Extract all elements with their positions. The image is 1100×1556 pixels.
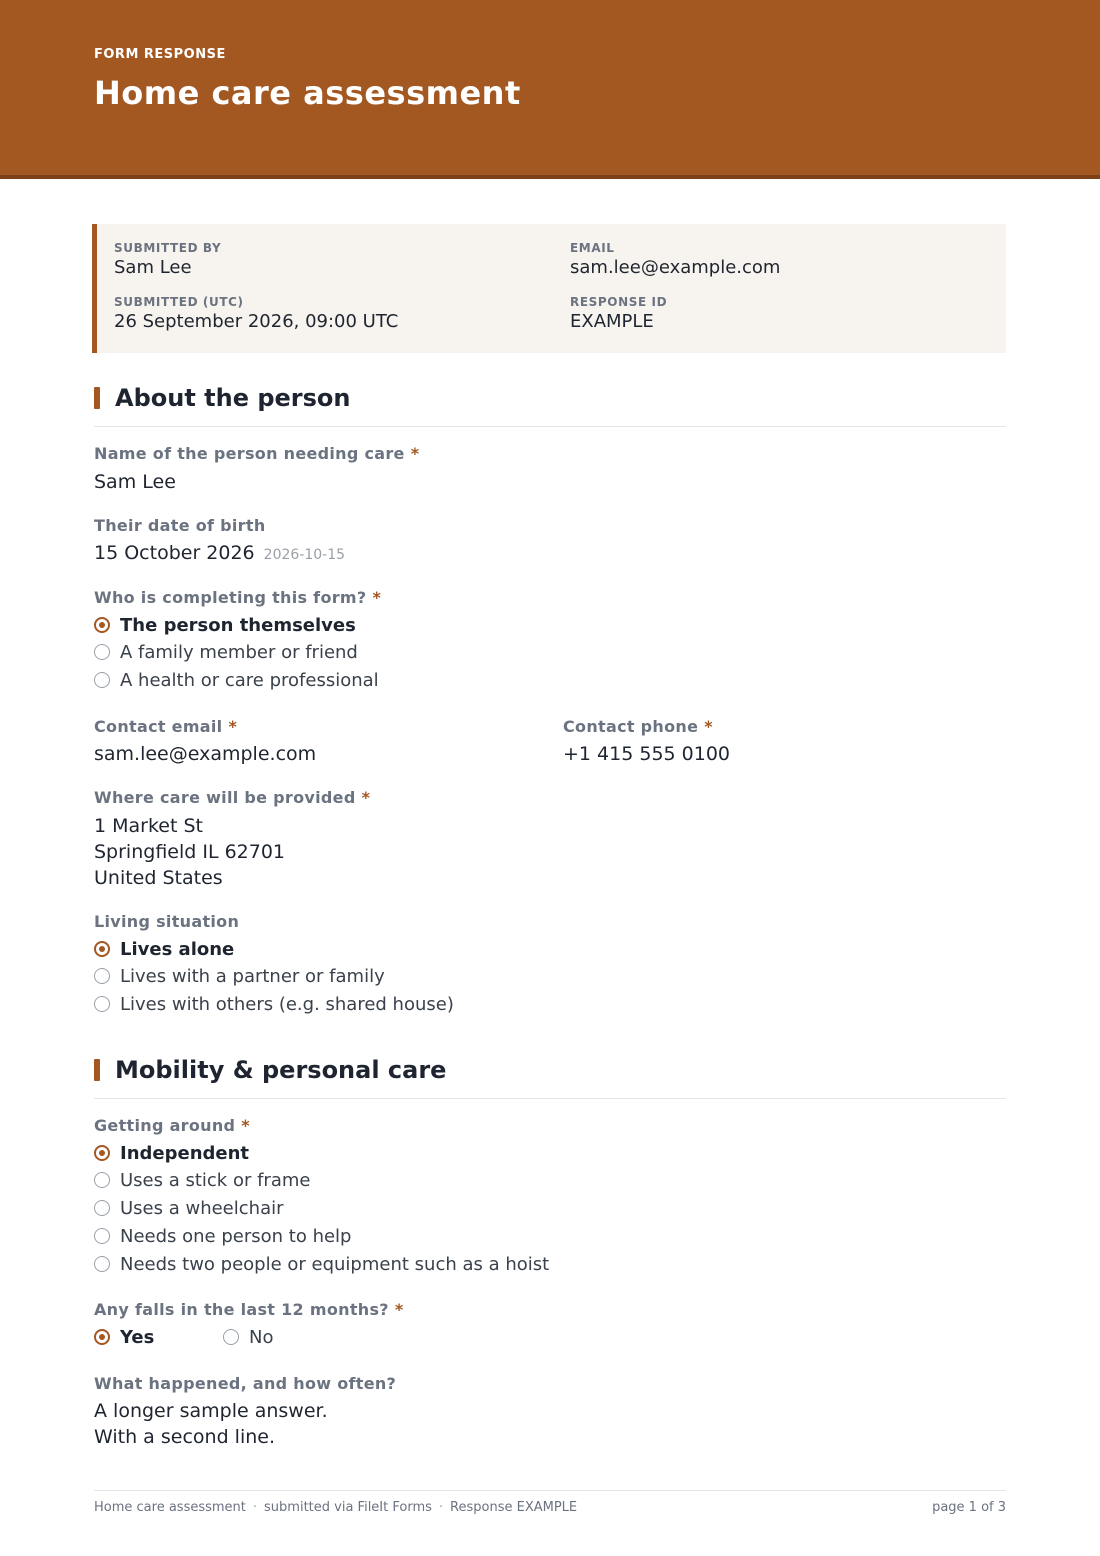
option-label: A family member or friend [120, 641, 358, 663]
required-marker: * [241, 1116, 250, 1135]
field-value-dob [94, 540, 345, 568]
field-label-text: Contact phone [563, 717, 699, 736]
field-label-getting-around [94, 1116, 250, 1135]
section-about-the-person [94, 383, 1006, 427]
required-marker: * [704, 717, 713, 736]
field-value-contact-email: sam.lee@example.com [94, 743, 317, 765]
dob-display: 15 October 2026 [94, 542, 255, 564]
option-label: Uses a stick or frame [120, 1169, 311, 1191]
option-lives-with-others [94, 990, 454, 1018]
radio-empty-icon [94, 644, 110, 660]
field-label-completing [94, 588, 381, 607]
footer-response: Response EXAMPLE [450, 1500, 578, 1515]
radio-empty-icon [94, 1228, 110, 1244]
submitted-utc [114, 295, 398, 332]
radio-empty-icon [94, 1200, 110, 1216]
field-label-what-happened: What happened, and how often? [94, 1374, 397, 1393]
option-label: Lives alone [120, 938, 235, 960]
option-label: Lives with others (e.g. shared house) [120, 993, 454, 1015]
meta-email-value: sam.lee@example.com [570, 257, 781, 278]
submitted-by [114, 241, 221, 278]
option-two-people-hoist [94, 1250, 549, 1278]
field-label-text: Name of the person needing care [94, 444, 405, 463]
page-footer [94, 1490, 1006, 1515]
option-label: Needs two people or equipment such as a hoist [120, 1253, 550, 1275]
option-label: Needs one person to help [120, 1225, 352, 1247]
submitted-utc-value: 26 September 2026, 09:00 UTC [114, 311, 399, 332]
required-marker: * [228, 717, 238, 736]
option-one-person-help [94, 1222, 351, 1250]
header-eyebrow: FORM RESPONSE [94, 47, 226, 62]
footer-info [94, 1500, 577, 1515]
required-marker: * [410, 444, 420, 463]
radio-selected-icon [94, 941, 110, 957]
field-label-text: Where care will be provided [94, 788, 356, 807]
field-label-text: Any falls in the last 12 months? [94, 1300, 389, 1319]
field-value-name: Sam Lee [94, 471, 176, 493]
submitted-utc-label: SUBMITTED (UTC) [114, 295, 244, 309]
radio-selected-icon [94, 1145, 110, 1161]
submitted-by-value: Sam Lee [114, 257, 192, 278]
field-label-contact-email [94, 717, 237, 736]
required-marker: * [372, 588, 382, 607]
page-title: Home care assessment [94, 74, 521, 112]
address-line: United States [94, 867, 223, 889]
meta-email-label: EMAIL [570, 241, 615, 255]
section-accent-bar [94, 1059, 100, 1081]
field-label-text: Contact email [94, 717, 223, 736]
radio-empty-icon [94, 968, 110, 984]
field-label-dob: Their date of birth [94, 516, 266, 535]
radio-empty-icon [94, 996, 110, 1012]
footer-separator: · [438, 1500, 444, 1515]
option-professional [94, 666, 379, 694]
response-id-value: EXAMPLE [570, 311, 654, 332]
field-value-contact-phone: +1 415 555 0100 [563, 743, 731, 765]
option-label: A health or care professional [120, 669, 379, 691]
required-marker: * [394, 1300, 404, 1319]
option-falls-no [223, 1323, 273, 1351]
field-label-text: Who is completing this form? [94, 588, 367, 607]
option-stick-or-frame [94, 1166, 310, 1194]
field-label-text: Getting around [94, 1116, 236, 1135]
response-id [570, 295, 667, 332]
field-label-address [94, 788, 370, 807]
option-lives-with-family [94, 962, 385, 990]
radio-empty-icon [94, 1172, 110, 1188]
section-title: Mobility & personal care [115, 1056, 447, 1084]
footer-form-name: Home care assessment [94, 1500, 246, 1515]
section-accent-bar [94, 387, 100, 409]
option-independent [94, 1139, 249, 1167]
option-family-member [94, 638, 358, 666]
required-marker: * [361, 788, 371, 807]
field-label-contact-phone [563, 717, 713, 736]
answer-line: With a second line. [94, 1426, 275, 1448]
meta-email [570, 241, 780, 278]
option-label: The person themselves [120, 614, 356, 636]
radio-empty-icon [94, 1256, 110, 1272]
field-label-name [94, 444, 419, 463]
radio-selected-icon [94, 617, 110, 633]
radio-empty-icon [94, 672, 110, 688]
submitted-by-label: SUBMITTED BY [114, 241, 222, 255]
radio-empty-icon [223, 1329, 239, 1345]
field-label-falls [94, 1300, 404, 1319]
option-label: No [249, 1326, 274, 1348]
submission-meta-card [92, 224, 1006, 353]
option-label: Yes [120, 1326, 155, 1348]
radio-selected-icon [94, 1329, 110, 1345]
option-label: Independent [120, 1142, 250, 1164]
response-id-label: RESPONSE ID [570, 295, 668, 309]
page-number: page 1 of 3 [932, 1500, 1006, 1515]
answer-line: A longer sample answer. [94, 1400, 328, 1422]
option-label: Lives with a partner or family [120, 965, 385, 987]
option-falls-yes [94, 1323, 154, 1351]
address-line: Springfield IL 62701 [94, 841, 286, 863]
option-person-themselves [94, 611, 356, 639]
page-header [0, 0, 1100, 179]
dob-iso: 2026-10-15 [263, 547, 346, 563]
section-mobility-personal-care [94, 1055, 1006, 1099]
footer-submitted-via: submitted via FileIt Forms [264, 1500, 432, 1515]
option-wheelchair [94, 1194, 284, 1222]
field-label-living: Living situation [94, 912, 240, 931]
option-label: Uses a wheelchair [120, 1197, 284, 1219]
section-title: About the person [115, 384, 351, 412]
footer-separator: · [252, 1500, 258, 1515]
address-line: 1 Market St [94, 815, 203, 837]
option-lives-alone [94, 935, 234, 963]
